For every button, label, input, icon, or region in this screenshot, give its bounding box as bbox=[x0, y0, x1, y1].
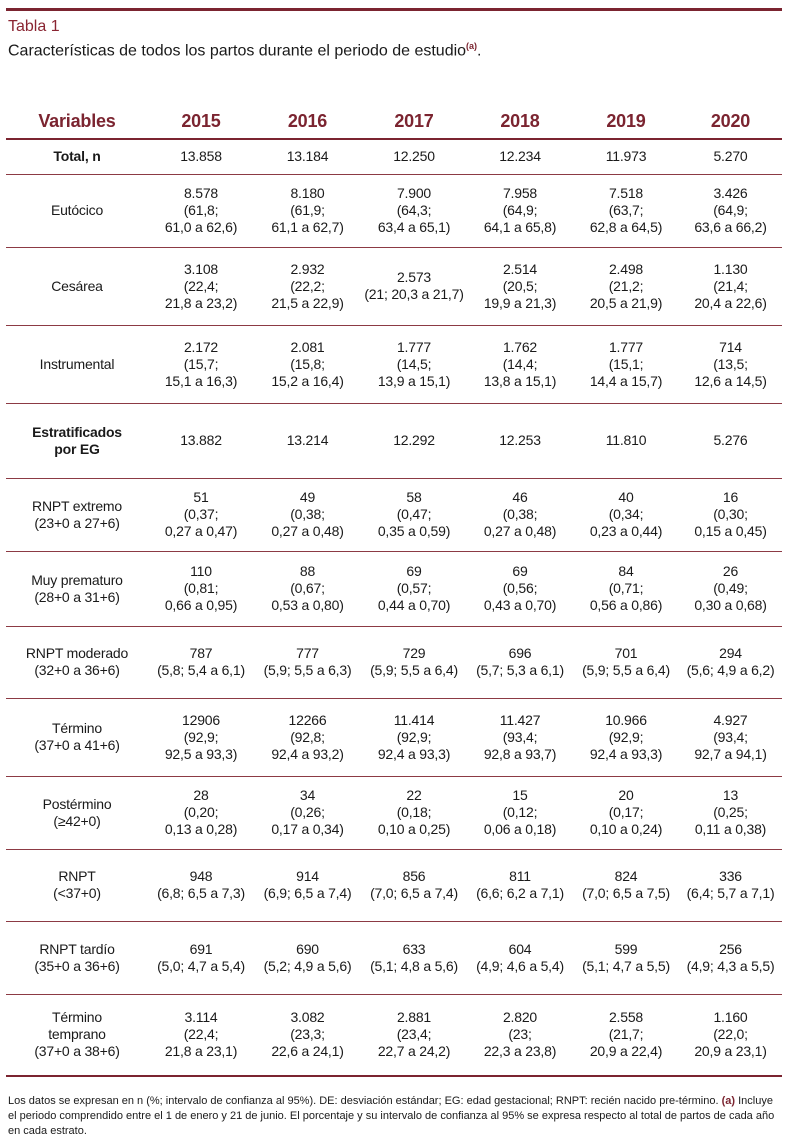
table-cell bbox=[679, 403, 782, 478]
row-label-text: RNPT extremo (23+0 a 27+6) bbox=[32, 497, 122, 531]
row-label bbox=[6, 325, 148, 403]
cell-value: 12266 (92,8; 92,4 a 93,2) bbox=[271, 711, 344, 762]
cell-value: 336 (6,4; 5,7 a 7,1) bbox=[686, 868, 775, 901]
table-cell bbox=[361, 776, 467, 849]
row-label-text: RNPT (<37+0) bbox=[53, 868, 101, 901]
table-cell bbox=[467, 921, 573, 994]
table-cell bbox=[573, 403, 679, 478]
table-cell bbox=[467, 776, 573, 849]
table-cell bbox=[573, 325, 679, 403]
cell-value: 13.858 bbox=[180, 148, 222, 165]
table-cell bbox=[148, 478, 254, 551]
cell-value: 1.130 (21,4; 20,4 a 22,6) bbox=[694, 260, 767, 311]
table-row-rnpt-tardio bbox=[6, 921, 782, 994]
cell-value: 1.160 (22,0; 20,9 a 23,1) bbox=[694, 1009, 767, 1060]
cell-value: 2.932 (22,2; 21,5 a 22,9) bbox=[271, 260, 344, 311]
table-cell bbox=[679, 994, 782, 1076]
table-cell bbox=[148, 626, 254, 698]
cell-value: 22 (0,18; 0,10 a 0,25) bbox=[377, 787, 451, 837]
cell-value: 11.427 (93,4; 92,8 a 93,7) bbox=[483, 711, 557, 762]
table-cell bbox=[467, 325, 573, 403]
row-label bbox=[6, 776, 148, 849]
cell-value: 51 (0,37; 0,27 a 0,47) bbox=[164, 489, 238, 539]
table-row-eutocico bbox=[6, 174, 782, 247]
cell-value: 12.250 bbox=[393, 148, 435, 165]
table-row-termino-temprano bbox=[6, 994, 782, 1076]
table-cell bbox=[254, 776, 361, 849]
row-label-text: Instrumental bbox=[39, 355, 115, 372]
table-cell bbox=[361, 325, 467, 403]
table-cell bbox=[254, 139, 361, 174]
table-cell bbox=[467, 994, 573, 1076]
header-year: 2016 bbox=[287, 110, 328, 131]
table-cell bbox=[148, 994, 254, 1076]
footnote-marker: (a) bbox=[721, 1095, 736, 1107]
title-note-marker: (a) bbox=[466, 41, 478, 51]
table-cell bbox=[148, 174, 254, 247]
table-cell bbox=[573, 994, 679, 1076]
table-cell bbox=[467, 403, 573, 478]
cell-value: 12.253 bbox=[499, 432, 541, 448]
table-cell bbox=[467, 174, 573, 247]
table-cell bbox=[467, 551, 573, 626]
cell-value: 599 (5,1; 4,7 a 5,5) bbox=[582, 940, 670, 974]
table-cell bbox=[254, 325, 361, 403]
row-label bbox=[6, 139, 148, 174]
row-label bbox=[6, 994, 148, 1076]
table-cell bbox=[361, 698, 467, 776]
cell-value: 13.882 bbox=[180, 432, 222, 448]
characteristics-table bbox=[6, 104, 782, 1077]
table-cell bbox=[254, 994, 361, 1076]
cell-value: 13 (0,25; 0,11 a 0,38) bbox=[694, 787, 767, 837]
cell-value: 88 (0,67; 0,53 a 0,80) bbox=[271, 563, 344, 613]
table-label: Tabla 1 bbox=[8, 18, 60, 35]
cell-value: 696 (5,7; 5,3 a 6,1) bbox=[476, 645, 564, 678]
table-cell bbox=[467, 849, 573, 921]
table-cell bbox=[148, 698, 254, 776]
table-row-rnpt bbox=[6, 849, 782, 921]
table-cell bbox=[467, 478, 573, 551]
row-label bbox=[6, 247, 148, 325]
table-cell bbox=[573, 478, 679, 551]
header-year: 2017 bbox=[394, 110, 434, 131]
cell-value: 84 (0,71; 0,56 a 0,86) bbox=[589, 563, 663, 613]
cell-value: 20 (0,17; 0,10 a 0,24) bbox=[589, 787, 663, 837]
row-label bbox=[6, 403, 148, 478]
table-row-cesarea bbox=[6, 247, 782, 325]
cell-value: 2.881 (23,4; 22,7 a 24,2) bbox=[377, 1009, 451, 1060]
row-label bbox=[6, 849, 148, 921]
header-row bbox=[6, 104, 782, 139]
table-cell bbox=[148, 139, 254, 174]
cell-value: 811 (6,6; 6,2 a 7,1) bbox=[476, 868, 564, 901]
table-cell bbox=[361, 174, 467, 247]
table-title bbox=[8, 36, 784, 61]
row-label bbox=[6, 551, 148, 626]
cell-value: 3.426 (64,9; 63,6 a 66,2) bbox=[694, 185, 767, 235]
footnote bbox=[8, 1094, 784, 1139]
table-cell bbox=[254, 403, 361, 478]
table-cell bbox=[679, 478, 782, 551]
table-cell bbox=[573, 698, 679, 776]
table-cell bbox=[467, 698, 573, 776]
table-cell bbox=[573, 921, 679, 994]
table-body bbox=[6, 139, 782, 1076]
row-label-text: RNPT tardío (35+0 a 36+6) bbox=[34, 940, 120, 974]
cell-value: 2.820 (23; 22,3 a 23,8) bbox=[483, 1009, 557, 1060]
cell-value: 8.180 (61,9; 61,1 a 62,7) bbox=[271, 185, 344, 235]
cell-value: 5.276 bbox=[713, 432, 748, 448]
table-cell bbox=[254, 849, 361, 921]
table-cell bbox=[254, 921, 361, 994]
cell-value: 714 (13,5; 12,6 a 14,5) bbox=[694, 338, 767, 389]
row-label-text: Cesárea bbox=[51, 277, 103, 294]
cell-value: 2.558 (21,7; 20,9 a 22,4) bbox=[589, 1009, 663, 1060]
cell-value: 10.966 (92,9; 92,4 a 93,3) bbox=[589, 711, 663, 762]
table-row-termino bbox=[6, 698, 782, 776]
table-cell bbox=[361, 139, 467, 174]
table-row-rnpt-extremo bbox=[6, 478, 782, 551]
table-row-muy-prematuro bbox=[6, 551, 782, 626]
cell-value: 2.081 (15,8; 15,2 a 16,4) bbox=[271, 338, 344, 389]
cell-value: 1.762 (14,4; 13,8 a 15,1) bbox=[483, 338, 557, 389]
table-cell bbox=[254, 478, 361, 551]
cell-value: 691 (5,0; 4,7 a 5,4) bbox=[157, 940, 245, 974]
table-cell bbox=[361, 478, 467, 551]
cell-value: 2.498 (21,2; 20,5 a 21,9) bbox=[589, 260, 663, 311]
cell-value: 12906 (92,9; 92,5 a 93,3) bbox=[164, 711, 238, 762]
cell-value: 110 (0,81; 0,66 a 0,95) bbox=[164, 563, 238, 613]
table-cell bbox=[148, 247, 254, 325]
cell-value: 34 (0,26; 0,17 a 0,34) bbox=[271, 787, 344, 837]
cell-value: 49 (0,38; 0,27 a 0,48) bbox=[271, 489, 344, 539]
cell-value: 948 (6,8; 6,5 a 7,3) bbox=[157, 868, 245, 901]
table-cell bbox=[361, 247, 467, 325]
table-cell bbox=[148, 776, 254, 849]
cell-value: 824 (7,0; 6,5 a 7,5) bbox=[582, 868, 670, 901]
cell-value: 856 (7,0; 6,5 a 7,4) bbox=[370, 868, 458, 901]
row-label bbox=[6, 626, 148, 698]
cell-value: 69 (0,56; 0,43 a 0,70) bbox=[483, 563, 557, 613]
cell-value: 15 (0,12; 0,06 a 0,18) bbox=[483, 787, 557, 837]
row-label-text: Término (37+0 a 41+6) bbox=[34, 720, 120, 753]
cell-value: 7.518 (63,7; 62,8 a 64,5) bbox=[589, 185, 663, 235]
cell-value: 4.927 (93,4; 92,7 a 94,1) bbox=[694, 711, 767, 762]
table-cell bbox=[573, 174, 679, 247]
table-cell bbox=[148, 403, 254, 478]
table-cell bbox=[361, 849, 467, 921]
row-label-text: Término temprano (37+0 a 38+6) bbox=[34, 1009, 120, 1060]
table-row-total bbox=[6, 139, 782, 174]
table-cell bbox=[573, 849, 679, 921]
header-year: 2019 bbox=[606, 110, 646, 131]
table-caption bbox=[8, 17, 784, 61]
cell-value: 1.777 (14,5; 13,9 a 15,1) bbox=[377, 338, 451, 389]
table-cell bbox=[679, 139, 782, 174]
table-cell bbox=[361, 551, 467, 626]
row-label-text: Estratificados por EG bbox=[32, 423, 122, 457]
cell-value: 26 (0,49; 0,30 a 0,68) bbox=[694, 563, 767, 613]
top-rule bbox=[6, 8, 782, 11]
cell-value: 3.114 (22,4; 21,8 a 23,1) bbox=[164, 1009, 238, 1060]
table-cell bbox=[679, 174, 782, 247]
table-cell bbox=[573, 247, 679, 325]
header-year: 2018 bbox=[500, 110, 540, 131]
table-cell bbox=[361, 403, 467, 478]
cell-value: 633 (5,1; 4,8 a 5,6) bbox=[370, 940, 458, 974]
table-cell bbox=[361, 921, 467, 994]
row-label bbox=[6, 478, 148, 551]
table-title-text: Características de todos los partos durante el periodo de estudio bbox=[8, 42, 467, 60]
cell-value: 11.810 bbox=[605, 432, 647, 448]
table-cell bbox=[148, 551, 254, 626]
title-end: . bbox=[477, 42, 482, 60]
table-cell bbox=[148, 921, 254, 994]
cell-value: 2.514 (20,5; 19,9 a 21,3) bbox=[483, 260, 557, 311]
cell-value: 3.082 (23,3; 22,6 a 24,1) bbox=[271, 1009, 344, 1060]
table-cell bbox=[679, 921, 782, 994]
row-label-text: Postérmino (≥42+0) bbox=[42, 795, 112, 829]
cell-value: 7.958 (64,9; 64,1 a 65,8) bbox=[483, 185, 557, 235]
cell-value: 777 (5,9; 5,5 a 6,3) bbox=[263, 645, 352, 678]
row-label-text: Total, n bbox=[53, 148, 101, 165]
table-cell bbox=[254, 698, 361, 776]
table-cell bbox=[254, 247, 361, 325]
table-cell bbox=[148, 325, 254, 403]
footnote-line1: Los datos se expresan en n (%; intervalo de confianza al 95%). DE: desviación estándar; EG: edad gestacional; RNPT: recién nacido pre-término. bbox=[8, 1095, 719, 1107]
table-cell bbox=[573, 626, 679, 698]
header-variables: Variables bbox=[38, 110, 116, 131]
row-label bbox=[6, 698, 148, 776]
cell-value: 294 (5,6; 4,9 a 6,2) bbox=[686, 645, 775, 678]
table-row-estratificados bbox=[6, 403, 782, 478]
cell-value: 40 (0,34; 0,23 a 0,44) bbox=[589, 489, 663, 539]
table-cell bbox=[573, 776, 679, 849]
cell-value: 3.108 (22,4; 21,8 a 23,2) bbox=[164, 260, 238, 311]
cell-value: 16 (0,30; 0,15 a 0,45) bbox=[694, 489, 767, 539]
cell-value: 69 (0,57; 0,44 a 0,70) bbox=[377, 563, 451, 613]
row-label bbox=[6, 174, 148, 247]
table-cell bbox=[148, 849, 254, 921]
cell-value: 13.184 bbox=[286, 148, 329, 165]
cell-value: 787 (5,8; 5,4 a 6,1) bbox=[157, 645, 245, 678]
table-cell bbox=[679, 247, 782, 325]
cell-value: 11.973 bbox=[605, 148, 647, 165]
row-label bbox=[6, 921, 148, 994]
table-cell bbox=[467, 139, 573, 174]
cell-value: 13.214 bbox=[286, 432, 329, 448]
table-cell bbox=[254, 626, 361, 698]
table-cell bbox=[467, 626, 573, 698]
table-cell bbox=[254, 551, 361, 626]
cell-value: 12.292 bbox=[393, 432, 435, 448]
table-cell bbox=[254, 174, 361, 247]
table-cell bbox=[361, 626, 467, 698]
table-row-postermino bbox=[6, 776, 782, 849]
table-cell bbox=[679, 551, 782, 626]
cell-value: 701 (5,9; 5,5 a 6,4) bbox=[582, 645, 670, 678]
cell-value: 729 (5,9; 5,5 a 6,4) bbox=[370, 645, 458, 678]
cell-value: 2.172 (15,7; 15,1 a 16,3) bbox=[164, 338, 238, 389]
table-cell bbox=[679, 325, 782, 403]
header-year: 2015 bbox=[181, 110, 221, 131]
row-label-text: Muy prematuro (28+0 a 31+6) bbox=[31, 571, 123, 605]
table-cell bbox=[361, 994, 467, 1076]
table-row-rnpt-moderado bbox=[6, 626, 782, 698]
cell-value: 28 (0,20; 0,13 a 0,28) bbox=[164, 787, 238, 837]
table-cell bbox=[467, 247, 573, 325]
footnote-line2: Incluye el periodo comprendido entre el 1 de enero y 21 de junio. El porcentaje y su intervalo de confianza al 95% se expresa respecto al total de partos de cada año en cada estrato. bbox=[8, 1095, 775, 1137]
cell-value: 5.270 bbox=[713, 148, 748, 165]
table-cell bbox=[679, 776, 782, 849]
table-cell bbox=[679, 698, 782, 776]
cell-value: 1.777 (15,1; 14,4 a 15,7) bbox=[589, 338, 663, 389]
cell-value: 58 (0,47; 0,35 a 0,59) bbox=[377, 489, 451, 539]
table-cell bbox=[679, 849, 782, 921]
cell-value: 2.573 (21; 20,3 a 21,7) bbox=[364, 269, 464, 302]
cell-value: 11.414 (92,9; 92,4 a 93,3) bbox=[377, 711, 451, 762]
header-year: 2020 bbox=[710, 110, 751, 131]
cell-value: 914 (6,9; 6,5 a 7,4) bbox=[263, 868, 352, 901]
table-cell bbox=[573, 551, 679, 626]
cell-value: 46 (0,38; 0,27 a 0,48) bbox=[483, 489, 557, 539]
cell-value: 8.578 (61,8; 61,0 a 62,6) bbox=[164, 185, 238, 235]
row-label-text: RNPT moderado (32+0 a 36+6) bbox=[25, 645, 129, 678]
table-row-instrumental bbox=[6, 325, 782, 403]
cell-value: 7.900 (64,3; 63,4 a 65,1) bbox=[377, 185, 451, 235]
row-label-text: Eutócico bbox=[50, 202, 104, 218]
cell-value: 256 (4,9; 4,3 a 5,5) bbox=[686, 940, 775, 974]
table-cell bbox=[679, 626, 782, 698]
cell-value: 690 (5,2; 4,9 a 5,6) bbox=[263, 940, 352, 974]
table-cell bbox=[573, 139, 679, 174]
cell-value: 604 (4,9; 4,6 a 5,4) bbox=[476, 940, 564, 974]
cell-value: 12.234 bbox=[499, 148, 541, 165]
